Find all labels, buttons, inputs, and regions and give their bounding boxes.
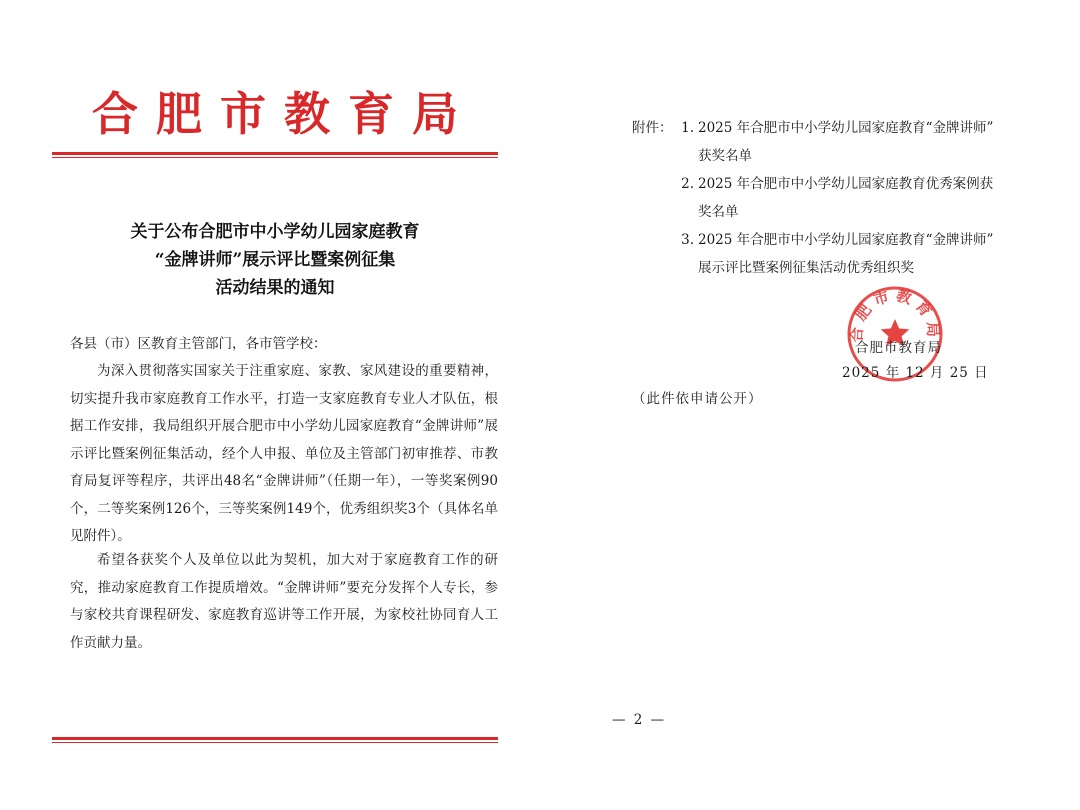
attachment-item [632,170,1028,198]
page-number: — 2 — [612,712,667,728]
seal-text: 合肥市教育局 [847,286,943,343]
issue-date: 2025 年 12 月 25 日 [842,365,989,381]
attachment-item [632,226,1028,254]
footer-red-rule-thin [52,742,498,743]
disclosure-note: （此件依申请公开） [632,391,763,407]
notice-title-line: 活动结果的通知 [215,278,335,298]
body-paragraph: 为深入贯彻落实国家关于注重家庭、家教、家风建设的重要精神，切实提升我市家庭教育工作水平，打造一支家庭教育专业人才队伍，根据工作安排，我局组织开展合肥市中小学幼儿园家庭教育“金牌讲师”展示评比暨案例征集活动，经个人申报、单位及主管部门初审推荐、市教育局复评等程序，共评出48名“金牌讲师”（任期一年），一等奖案例90个，二等奖案例126个，三等奖案例149个，优秀组织奖3个（具体名单见附件）。 [70,363,498,544]
attachment-title-continued [632,198,1028,226]
attachment-title: 奖名单 [698,204,739,220]
attachment-title: 展示评比暨案例征集活动优秀组织奖 [698,260,914,276]
attachment-title: 获奖名单 [698,148,752,164]
notice-title [60,218,490,302]
salutation: 各县（市）区教育主管部门，各市管学校： [70,336,327,352]
attachment-title-continued [632,142,1028,170]
attachments-label: 附件： [632,120,673,136]
notice-title-line: “金牌讲师”展示评比暨案例征集 [154,250,396,270]
body-paragraph: 希望各获奖个人及单位以此为契机，加大对于家庭教育工作的研究，推动家庭教育工作提质增效。“金牌讲师”要充分发挥个人专长，参与家校共育课程研发、家庭教育巡讲等工作开展，为家校社协同育人工作贡献力量。 [70,552,498,651]
footer-red-rule-thick [52,737,498,740]
attachment-number: 3. [681,232,694,248]
attachment-title: 2025 年合肥市中小学幼儿园家庭教育优秀案例获 [698,176,994,192]
issuer-name: 合肥市教育局 [855,340,942,356]
attachments-list [632,114,1028,282]
attachment-item [632,114,1028,142]
attachment-title-continued [632,254,1028,282]
attachment-title: 2025 年合肥市中小学幼儿园家庭教育“金牌讲师” [698,232,994,248]
notice-title-line: 关于公布合肥市中小学幼儿园家庭教育 [130,222,420,242]
attachment-title: 2025 年合肥市中小学幼儿园家庭教育“金牌讲师” [698,120,994,136]
letterhead-red-rule-thin [52,157,498,158]
letterhead-red-rule-thick [52,152,498,155]
attachment-number: 1. [681,120,694,136]
attachment-number: 2. [681,176,694,192]
letterhead-title: 合肥市教育局 [92,87,476,141]
